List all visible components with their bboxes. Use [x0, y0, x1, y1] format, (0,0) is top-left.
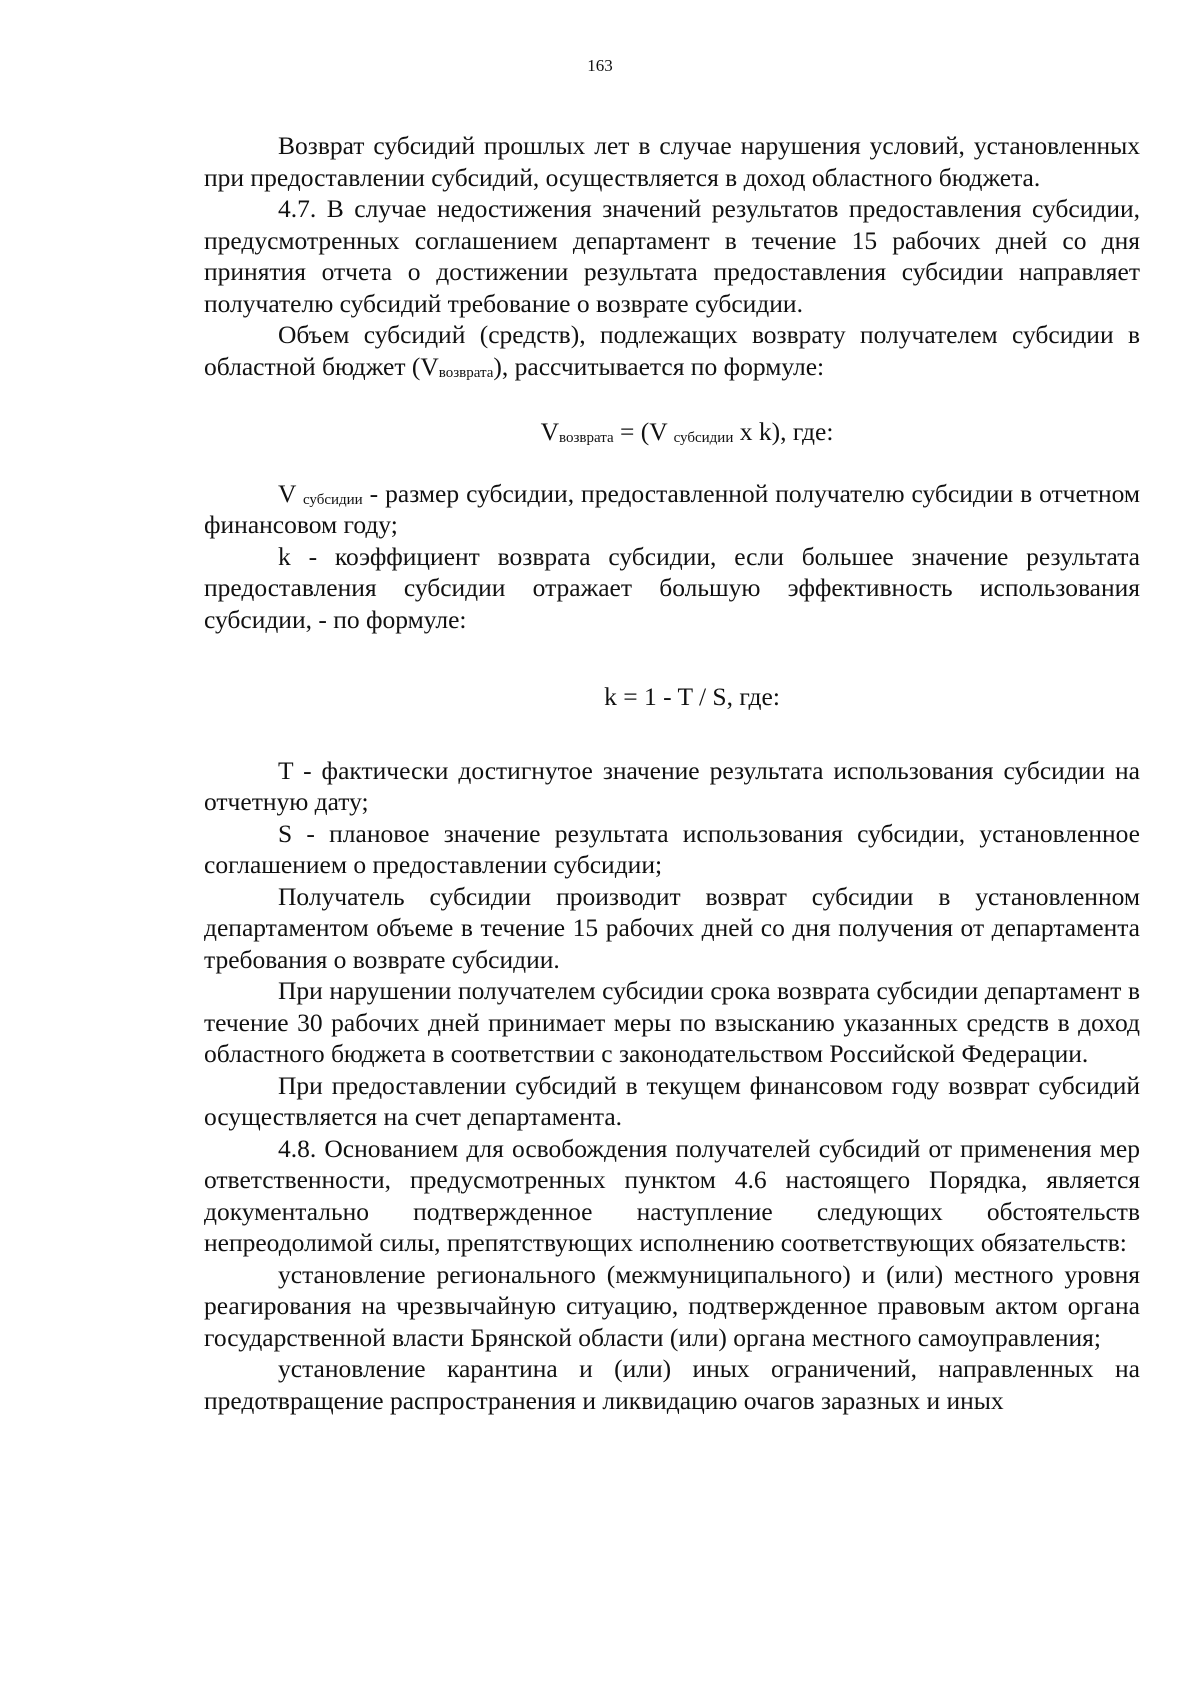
formula-fragment: х k), где:: [733, 417, 834, 446]
paragraph-current-year-return: При предоставлении субсидий в текущем финансовом году возврат субсидий осуществляется на счет департамента.: [204, 1070, 1140, 1131]
definition-t: T - фактически достигнутое значение результата использования субсидии на отчетную дату;: [204, 755, 1140, 816]
definition-k: k - коэффициент возврата субсидии, если большее значение результата предоставления субсидии отражает большую эффективность использования субсидии, - по формуле:: [204, 541, 1140, 634]
paragraph-4-7: 4.7. В случае недостижения значений результатов предоставления субсидии, предусмотренных соглашением департамент в течение 15 рабочих дней со дня принятия отчета о достижении результата предоставления субсидии направляет получателю субсидий требование о возврате субсидии.: [204, 194, 1140, 318]
formula-symbol: V: [540, 417, 559, 446]
paragraph-emergency-response: установление регионального (межмуниципального) и (или) местного уровня реагирования на чрезвычайную ситуацию, подтвержденное правовым актом органа государственной власти Брянской области (или) органа местного самоуправления;: [204, 1259, 1140, 1352]
subscript: субсидии: [302, 491, 363, 508]
paragraph-4-8: 4.8. Основанием для освобождения получателей субсидий от применения мер ответственности, предусмотренных пунктом 4.6 настоящего Порядка, является документально подтвержденное наступление следующих обстоятельств непреодолимой силы, препятствующих исполнению соответствующих обязательств:: [204, 1133, 1140, 1257]
text-fragment: - размер субсидии, предоставленной получателю субсидии в отчетном финансовом году;: [204, 478, 1140, 539]
formula-k: k = 1 - T / S, где:: [604, 682, 780, 711]
paragraph-recipient-return: Получатель субсидии производит возврат субсидии в установленном департаментом объеме в течение 15 рабочих дней со дня получения от департамента требования о возврате субсидии.: [204, 881, 1140, 974]
formula-return-volume: [204, 416, 1140, 448]
paragraph-return-previous-years: Возврат субсидий прошлых лет в случае нарушения условий, установленных при предоставлении субсидий, осуществляется в доход областного бюджета.: [204, 131, 1140, 192]
subscript: возврата: [438, 364, 494, 381]
formula-symbol: V: [278, 478, 303, 508]
document-body: [204, 130, 1140, 1416]
page-number: 163: [587, 56, 613, 75]
definition-v-subsidy: [204, 478, 1140, 541]
paragraph-quarantine: установление карантина и (или) иных ограничений, направленных на предотвращение распространения и ликвидацию очагов заразных и иных: [204, 1354, 1140, 1415]
subscript: субсидии: [673, 430, 734, 446]
paragraph-violation-term: При нарушении получателем субсидии срока возврата субсидии департамент в течение 30 рабочих дней принимает меры по взысканию указанных средств в доход областного бюджета в соответствии с законодательством Российской Федерации.: [204, 976, 1140, 1068]
subscript: возврата: [558, 430, 614, 446]
definition-s: S - плановое значение результата использования субсидии, установленное соглашением о предоставлении субсидии;: [204, 818, 1140, 879]
text-fragment: ), рассчитывается по формуле:: [493, 351, 825, 381]
text-fragment: Объем субсидий (средств), подлежащих возврату получателем субсидии в областной бюджет (V: [204, 320, 1140, 381]
paragraph-return-volume: [204, 319, 1140, 382]
formula-fragment: = (V: [613, 417, 674, 446]
